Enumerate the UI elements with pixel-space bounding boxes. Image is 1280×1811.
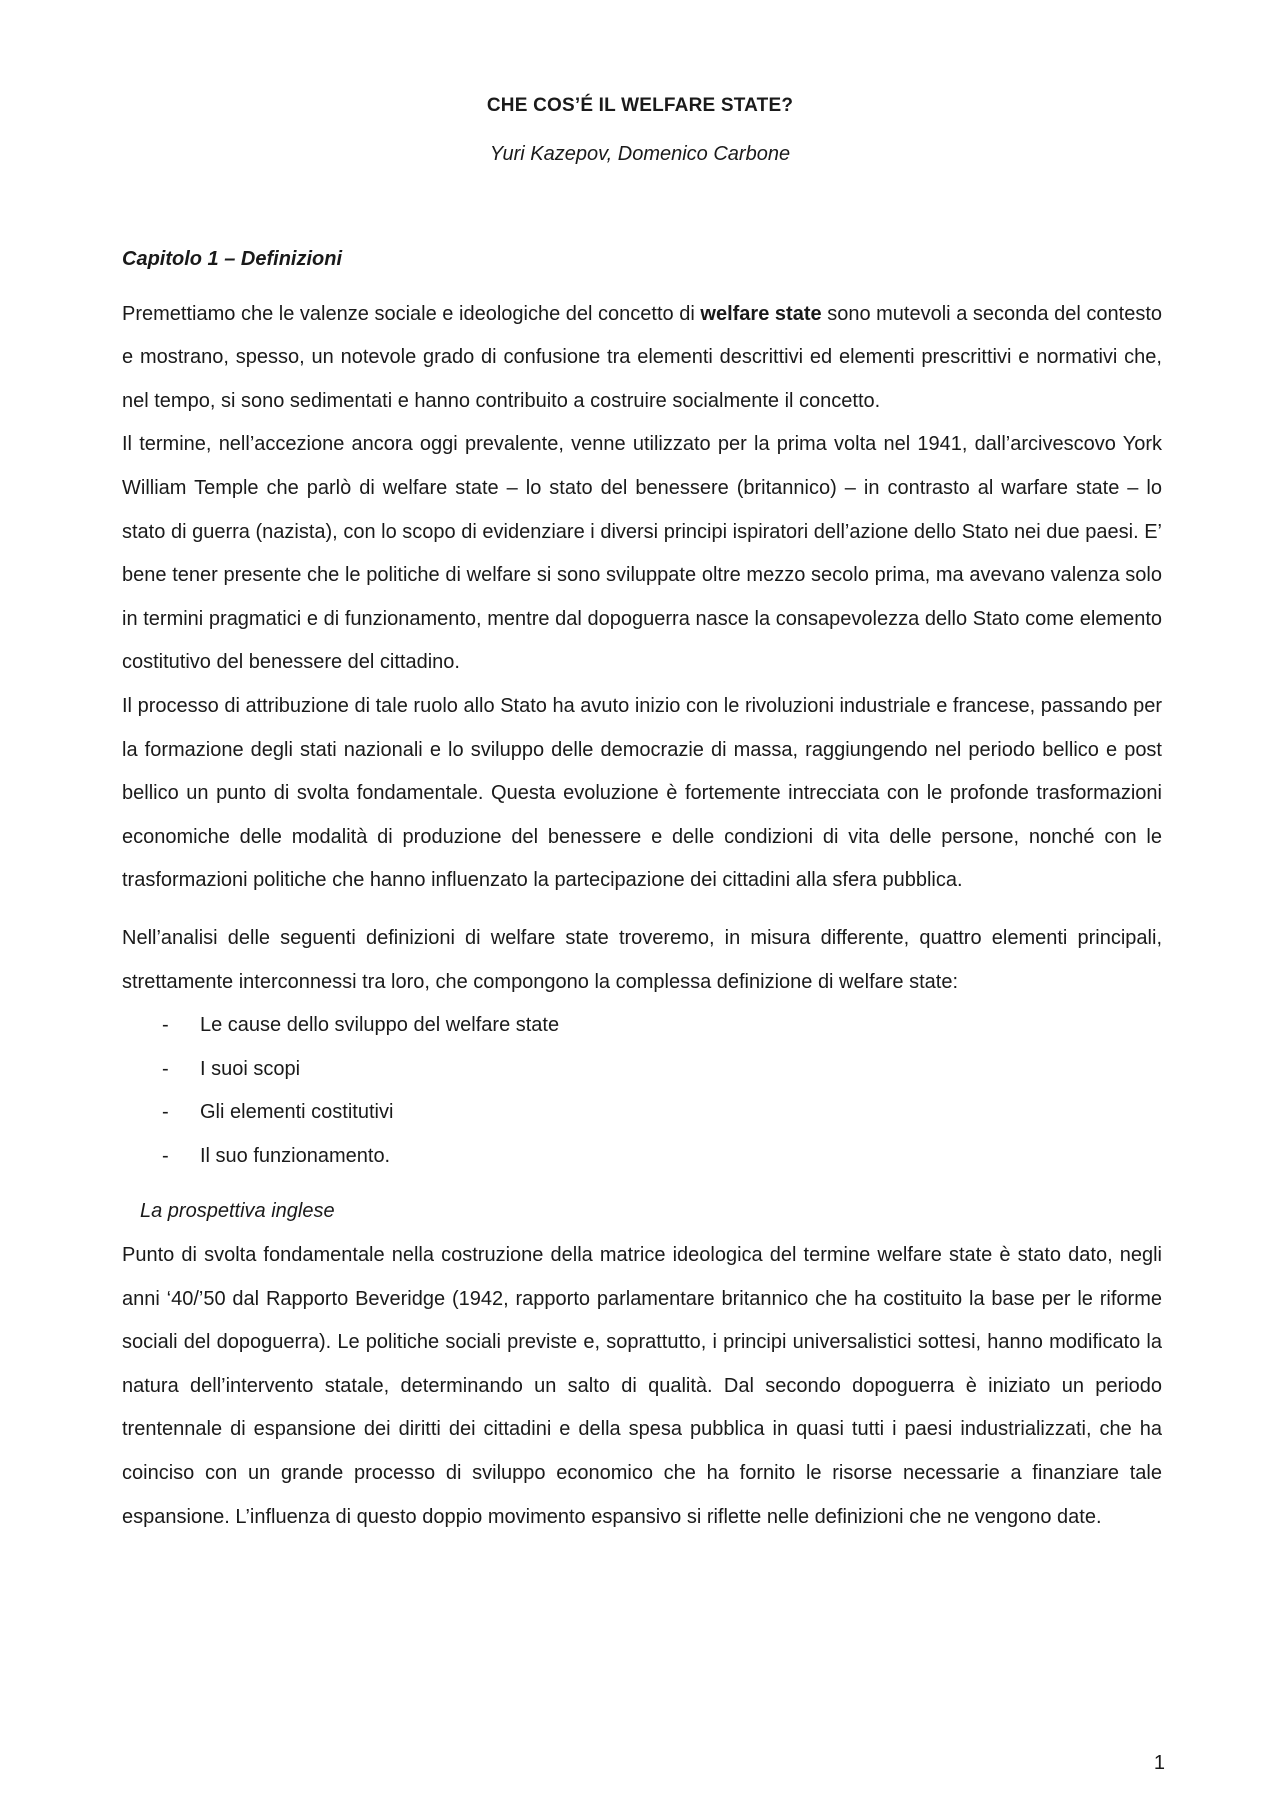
list-item-text: Le cause dello sviluppo del welfare state bbox=[200, 1014, 560, 1037]
document-authors: Yuri Kazepov, Domenico Carbone bbox=[489, 143, 791, 165]
paragraph-5: Punto di svolta fondamentale nella costruzione della matrice ideologica del termine welfare state è stato dato, negli anni ‘40/’50 dal Rapporto Beveridge (1942, rapporto parlamentare britannico che ha costituito la base per le riforme sociali del dopoguerra). Le politiche sociali previste e, soprattutto, i principi universalistici sottesi, hanno modificato la natura dell’intervento statale, determinando un salto di qualità. Dal secondo dopoguerra è iniziato un periodo trentennale di espansione dei diritti dei cittadini e della spesa pubblica in quasi tutti i paesi industrializzati, che ha coinciso con un grande processo di sviluppo economico che ha fornito le risorse necessarie a finanziare tale espansione. L’influenza di questo doppio movimento espansivo si riflette nelle definizioni che ne vengono date. bbox=[122, 1244, 1162, 1528]
subheading-english-perspective: La prospettiva inglese bbox=[140, 1200, 335, 1223]
list-item bbox=[122, 1091, 1162, 1135]
paragraph-1-bold-term: welfare state bbox=[700, 302, 822, 325]
paragraph-3: Il processo di attribuzione di tale ruolo allo Stato ha avuto inizio con le rivoluzioni industriale e francese, passando per la formazione degli stati nazionali e lo sviluppo delle democrazie di massa, raggiungendo nel periodo bellico e post bellico un punto di svolta fondamentale. Questa evoluzione è fortemente intrecciata con le profonde trasformazioni economiche delle modalità di produzione del benessere e delle condizioni di vita delle persone, nonché con le trasformazioni politiche che hanno influenzato la partecipazione dei cittadini alla sfera pubblica. bbox=[122, 694, 1162, 892]
paragraph-2: Il termine, nell’accezione ancora oggi prevalente, venne utilizzato per la prima volta nel 1941, dall’arcivescovo York William Temple che parlò di welfare state – lo stato del benessere (britannico) – in contrasto al warfare state – lo stato di guerra (nazista), con lo scopo di evidenziare i diversi principi ispiratori dell’azione dello Stato nei due paesi. E’ bene tener presente che le politiche di welfare si sono sviluppate oltre mezzo secolo prima, ma avevano valenza solo in termini pragmatici e di funzionamento, mentre dal dopoguerra nasce la consapevolezza dello Stato come elemento costitutivo del benessere del cittadino. bbox=[122, 433, 1162, 674]
list-dash: - bbox=[162, 1144, 169, 1167]
paragraph-4: Nell’analisi delle seguenti definizioni di welfare state troveremo, in misura differente, quattro elementi principali, strettamente interconnessi tra loro, che compongono la complessa definizione di welfare state: bbox=[122, 926, 1162, 993]
document-body bbox=[122, 238, 1162, 1539]
document-title: CHE COS’É IL WELFARE STATE? bbox=[486, 95, 794, 116]
list-item-text: Gli elementi costitutivi bbox=[200, 1101, 394, 1124]
paragraph-1 bbox=[122, 293, 1162, 424]
list-dash: - bbox=[162, 1057, 169, 1080]
list-item-text: I suoi scopi bbox=[200, 1057, 301, 1080]
elements-list bbox=[122, 1004, 1162, 1178]
list-item-text: Il suo funzionamento. bbox=[200, 1144, 391, 1167]
list-item bbox=[122, 1048, 1162, 1092]
paragraph-1-text-b: sono mutevoli a seconda del contesto e mostrano, spesso, un notevole grado di confusione tra elementi descrittivi ed elementi prescrittivi e normativi che, nel tempo, si sono sedimentati e hanno contribuito a costruire socialmente il concetto. bbox=[122, 302, 1162, 412]
list-item bbox=[122, 1135, 1162, 1179]
list-dash: - bbox=[162, 1014, 169, 1037]
chapter-heading: Capitolo 1 – Definizioni bbox=[122, 248, 343, 270]
list-dash: - bbox=[162, 1101, 169, 1124]
page-number: 1 bbox=[1153, 1752, 1165, 1774]
list-item bbox=[122, 1004, 1162, 1048]
paragraph-1-text-a: Premettiamo che le valenze sociale e ideologiche del concetto di bbox=[122, 302, 701, 325]
